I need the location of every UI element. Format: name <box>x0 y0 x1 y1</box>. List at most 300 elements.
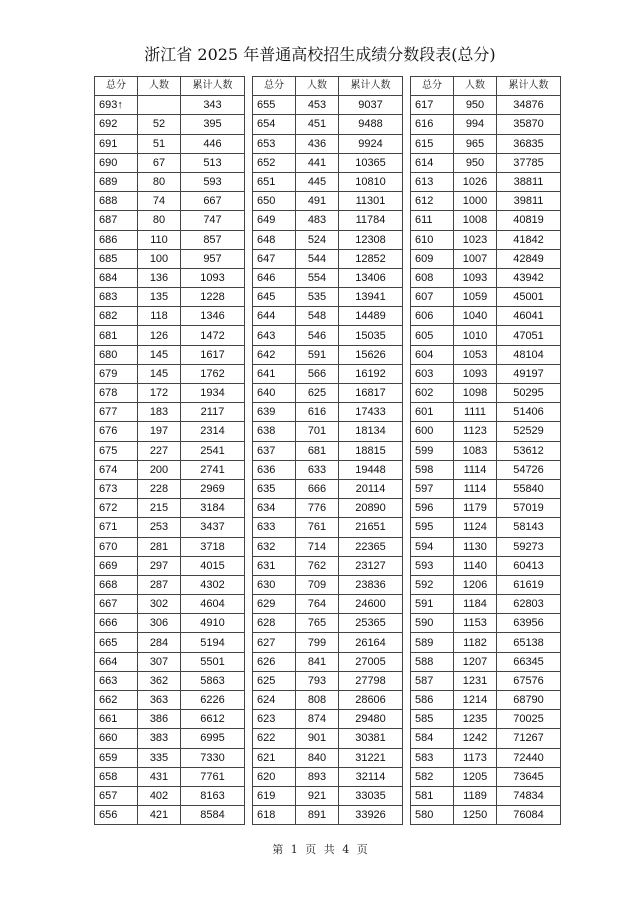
count-cell: 1053 <box>454 345 497 364</box>
count-cell: 436 <box>296 134 339 153</box>
score-cell: 595 <box>411 518 454 537</box>
cumulative-cell: 63956 <box>497 614 561 633</box>
score-cell: 618 <box>253 806 296 825</box>
table-row <box>253 460 403 479</box>
score-cell: 682 <box>95 307 138 326</box>
score-cell: 611 <box>411 211 454 230</box>
cumulative-cell: 1346 <box>181 307 245 326</box>
cumulative-cell: 27005 <box>339 652 403 671</box>
header-score: 总分 <box>411 77 454 96</box>
table-row <box>253 307 403 326</box>
table-row <box>95 364 245 383</box>
count-cell: 1083 <box>454 441 497 460</box>
table-row <box>95 729 245 748</box>
table-row <box>253 518 403 537</box>
cumulative-cell: 395 <box>181 115 245 134</box>
table-row <box>253 326 403 345</box>
score-cell: 602 <box>411 384 454 403</box>
cumulative-cell: 71267 <box>497 729 561 748</box>
score-cell: 667 <box>95 595 138 614</box>
table-row <box>411 652 561 671</box>
score-cell: 640 <box>253 384 296 403</box>
cumulative-cell: 3184 <box>181 499 245 518</box>
count-cell: 1008 <box>454 211 497 230</box>
table-row <box>95 806 245 825</box>
count-cell: 950 <box>454 96 497 115</box>
footer-ye-2: 页 <box>356 843 368 856</box>
footer-ye: 页 <box>305 843 317 856</box>
score-cell: 663 <box>95 671 138 690</box>
cumulative-cell: 16817 <box>339 384 403 403</box>
count-cell: 126 <box>138 326 181 345</box>
table-row <box>95 767 245 786</box>
count-cell: 287 <box>138 575 181 594</box>
cumulative-cell: 61619 <box>497 575 561 594</box>
cumulative-cell: 16192 <box>339 364 403 383</box>
cumulative-cell: 74834 <box>497 786 561 805</box>
table-row <box>95 652 245 671</box>
table-row <box>95 172 245 191</box>
table-row <box>411 211 561 230</box>
score-cell: 596 <box>411 499 454 518</box>
score-cell: 616 <box>411 115 454 134</box>
score-cell: 680 <box>95 345 138 364</box>
count-cell: 200 <box>138 460 181 479</box>
table-row <box>253 652 403 671</box>
count-cell: 227 <box>138 441 181 460</box>
score-cell: 628 <box>253 614 296 633</box>
cumulative-cell: 70025 <box>497 710 561 729</box>
cumulative-cell: 48104 <box>497 345 561 364</box>
count-cell: 421 <box>138 806 181 825</box>
table-row <box>95 575 245 594</box>
score-cell: 643 <box>253 326 296 345</box>
cumulative-cell: 513 <box>181 153 245 172</box>
count-cell: 1173 <box>454 748 497 767</box>
count-cell: 1010 <box>454 326 497 345</box>
cumulative-cell: 446 <box>181 134 245 153</box>
cumulative-cell: 17433 <box>339 403 403 422</box>
score-cell: 670 <box>95 537 138 556</box>
table-row <box>253 575 403 594</box>
score-cell: 685 <box>95 249 138 268</box>
count-cell: 1040 <box>454 307 497 326</box>
table-row <box>253 710 403 729</box>
score-cell: 648 <box>253 230 296 249</box>
score-table-column-1 <box>94 76 245 825</box>
count-cell: 451 <box>296 115 339 134</box>
cumulative-cell: 54726 <box>497 460 561 479</box>
count-cell: 1189 <box>454 786 497 805</box>
score-cell: 585 <box>411 710 454 729</box>
table-header-row <box>411 77 561 96</box>
table-row <box>253 384 403 403</box>
score-cell: 622 <box>253 729 296 748</box>
score-cell: 594 <box>411 537 454 556</box>
table-row <box>95 153 245 172</box>
table-row <box>411 786 561 805</box>
count-cell: 874 <box>296 710 339 729</box>
cumulative-cell: 1617 <box>181 345 245 364</box>
table-row <box>253 115 403 134</box>
cumulative-cell: 60413 <box>497 556 561 575</box>
cumulative-cell: 5501 <box>181 652 245 671</box>
cumulative-cell: 13941 <box>339 288 403 307</box>
score-cell: 658 <box>95 767 138 786</box>
table-row <box>411 710 561 729</box>
count-cell: 1130 <box>454 537 497 556</box>
count-cell: 666 <box>296 479 339 498</box>
score-cell: 587 <box>411 671 454 690</box>
count-cell: 893 <box>296 767 339 786</box>
table-row <box>253 403 403 422</box>
count-cell: 145 <box>138 345 181 364</box>
table-row <box>95 230 245 249</box>
score-cell: 687 <box>95 211 138 230</box>
score-cell: 591 <box>411 595 454 614</box>
score-cell: 612 <box>411 192 454 211</box>
cumulative-cell: 857 <box>181 230 245 249</box>
cumulative-cell: 39811 <box>497 192 561 211</box>
table-row <box>411 115 561 134</box>
table-row <box>95 211 245 230</box>
cumulative-cell: 68790 <box>497 691 561 710</box>
table-row <box>253 96 403 115</box>
score-cell: 589 <box>411 633 454 652</box>
table-row <box>411 230 561 249</box>
cumulative-cell: 42849 <box>497 249 561 268</box>
score-cell: 603 <box>411 364 454 383</box>
table-row <box>253 441 403 460</box>
count-cell: 362 <box>138 671 181 690</box>
score-cell: 604 <box>411 345 454 364</box>
score-cell: 592 <box>411 575 454 594</box>
score-cell: 615 <box>411 134 454 153</box>
count-cell: 1214 <box>454 691 497 710</box>
cumulative-cell: 40819 <box>497 211 561 230</box>
cumulative-cell: 20890 <box>339 499 403 518</box>
score-cell: 632 <box>253 537 296 556</box>
cumulative-cell: 9037 <box>339 96 403 115</box>
table-row <box>253 422 403 441</box>
cumulative-cell: 53612 <box>497 441 561 460</box>
cumulative-cell: 65138 <box>497 633 561 652</box>
cumulative-cell: 67576 <box>497 671 561 690</box>
cumulative-cell: 38811 <box>497 172 561 191</box>
count-cell: 1123 <box>454 422 497 441</box>
table-row <box>253 671 403 690</box>
score-cell: 650 <box>253 192 296 211</box>
table-row <box>95 460 245 479</box>
score-cell: 657 <box>95 786 138 805</box>
cumulative-cell: 33035 <box>339 786 403 805</box>
count-cell: 215 <box>138 499 181 518</box>
count-cell: 453 <box>296 96 339 115</box>
header-count: 人数 <box>296 77 339 96</box>
table-row <box>411 614 561 633</box>
score-cell: 644 <box>253 307 296 326</box>
count-cell: 383 <box>138 729 181 748</box>
table-row <box>95 691 245 710</box>
score-cell: 656 <box>95 806 138 825</box>
count-cell: 566 <box>296 364 339 383</box>
count-cell: 228 <box>138 479 181 498</box>
count-cell: 1206 <box>454 575 497 594</box>
cumulative-cell: 50295 <box>497 384 561 403</box>
score-cell: 692 <box>95 115 138 134</box>
score-cell: 621 <box>253 748 296 767</box>
cumulative-cell: 2969 <box>181 479 245 498</box>
table-row <box>411 537 561 556</box>
table-row <box>95 384 245 403</box>
score-cell: 664 <box>95 652 138 671</box>
count-cell: 183 <box>138 403 181 422</box>
count-cell: 762 <box>296 556 339 575</box>
count-cell: 67 <box>138 153 181 172</box>
table-row <box>95 134 245 153</box>
table-row <box>253 192 403 211</box>
score-cell: 645 <box>253 288 296 307</box>
table-row <box>253 806 403 825</box>
count-cell: 709 <box>296 575 339 594</box>
count-cell: 1140 <box>454 556 497 575</box>
table-row <box>253 345 403 364</box>
count-cell: 52 <box>138 115 181 134</box>
table-row <box>411 671 561 690</box>
score-cell: 610 <box>411 230 454 249</box>
cumulative-cell: 18815 <box>339 441 403 460</box>
count-cell: 100 <box>138 249 181 268</box>
cumulative-cell: 12308 <box>339 230 403 249</box>
table-row <box>95 595 245 614</box>
table-row <box>253 786 403 805</box>
table-row <box>95 249 245 268</box>
score-cell: 581 <box>411 786 454 805</box>
table-row <box>253 556 403 575</box>
cumulative-cell: 957 <box>181 249 245 268</box>
table-row <box>253 729 403 748</box>
cumulative-cell: 15035 <box>339 326 403 345</box>
count-cell: 135 <box>138 288 181 307</box>
count-cell: 761 <box>296 518 339 537</box>
count-cell: 1000 <box>454 192 497 211</box>
count-cell: 1023 <box>454 230 497 249</box>
header-count: 人数 <box>138 77 181 96</box>
score-cell: 613 <box>411 172 454 191</box>
count-cell: 808 <box>296 691 339 710</box>
table-row <box>253 499 403 518</box>
footer-page-number: 1 <box>290 843 298 856</box>
score-cell: 683 <box>95 288 138 307</box>
cumulative-cell: 7761 <box>181 767 245 786</box>
table-row <box>411 748 561 767</box>
count-cell: 253 <box>138 518 181 537</box>
count-cell: 172 <box>138 384 181 403</box>
score-cell: 586 <box>411 691 454 710</box>
table-row <box>95 633 245 652</box>
table-row <box>253 211 403 230</box>
count-cell: 891 <box>296 806 339 825</box>
header-cumulative: 累计人数 <box>339 77 403 96</box>
count-cell: 335 <box>138 748 181 767</box>
score-cell: 668 <box>95 575 138 594</box>
table-row <box>95 479 245 498</box>
table-row <box>95 288 245 307</box>
score-cell: 598 <box>411 460 454 479</box>
score-cell: 607 <box>411 288 454 307</box>
score-cell: 601 <box>411 403 454 422</box>
table-row <box>411 249 561 268</box>
score-cell: 678 <box>95 384 138 403</box>
cumulative-cell: 10810 <box>339 172 403 191</box>
table-row <box>411 192 561 211</box>
table-row <box>411 307 561 326</box>
cumulative-cell: 26164 <box>339 633 403 652</box>
count-cell: 197 <box>138 422 181 441</box>
count-cell: 776 <box>296 499 339 518</box>
table-row <box>411 556 561 575</box>
count-cell: 1242 <box>454 729 497 748</box>
count-cell: 1124 <box>454 518 497 537</box>
header-cumulative: 累计人数 <box>497 77 561 96</box>
count-cell: 363 <box>138 691 181 710</box>
score-cell: 660 <box>95 729 138 748</box>
cumulative-cell: 55840 <box>497 479 561 498</box>
count-cell: 1179 <box>454 499 497 518</box>
table-row <box>95 499 245 518</box>
table-row <box>253 268 403 287</box>
score-cell: 606 <box>411 307 454 326</box>
table-row <box>95 403 245 422</box>
table-row <box>95 441 245 460</box>
cumulative-cell: 1093 <box>181 268 245 287</box>
score-cell: 633 <box>253 518 296 537</box>
score-cell: 584 <box>411 729 454 748</box>
table-row <box>95 518 245 537</box>
cumulative-cell: 21651 <box>339 518 403 537</box>
score-cell: 653 <box>253 134 296 153</box>
count-cell: 445 <box>296 172 339 191</box>
table-row <box>411 288 561 307</box>
table-row <box>253 230 403 249</box>
score-cell: 655 <box>253 96 296 115</box>
cumulative-cell: 4302 <box>181 575 245 594</box>
table-row <box>95 556 245 575</box>
table-row <box>411 595 561 614</box>
cumulative-cell: 19448 <box>339 460 403 479</box>
table-row <box>411 691 561 710</box>
table-row <box>95 710 245 729</box>
footer-total-pages: 4 <box>342 843 350 856</box>
table-row <box>411 153 561 172</box>
table-row <box>411 518 561 537</box>
cumulative-cell: 32114 <box>339 767 403 786</box>
table-row <box>95 671 245 690</box>
count-cell: 901 <box>296 729 339 748</box>
cumulative-cell: 28606 <box>339 691 403 710</box>
count-cell: 524 <box>296 230 339 249</box>
cumulative-cell: 57019 <box>497 499 561 518</box>
cumulative-cell: 10365 <box>339 153 403 172</box>
footer-di: 第 <box>272 843 284 856</box>
count-cell: 681 <box>296 441 339 460</box>
cumulative-cell: 23836 <box>339 575 403 594</box>
score-cell: 635 <box>253 479 296 498</box>
count-cell: 799 <box>296 633 339 652</box>
score-cell: 626 <box>253 652 296 671</box>
cumulative-cell: 49197 <box>497 364 561 383</box>
cumulative-cell: 6612 <box>181 710 245 729</box>
cumulative-cell: 45001 <box>497 288 561 307</box>
cumulative-cell: 22365 <box>339 537 403 556</box>
cumulative-cell: 37785 <box>497 153 561 172</box>
count-cell: 1093 <box>454 364 497 383</box>
table-header-row <box>95 77 245 96</box>
score-cell: 639 <box>253 403 296 422</box>
score-cell: 688 <box>95 192 138 211</box>
score-cell: 599 <box>411 441 454 460</box>
count-cell: 110 <box>138 230 181 249</box>
cumulative-cell: 23127 <box>339 556 403 575</box>
cumulative-cell: 35870 <box>497 115 561 134</box>
score-cell: 691 <box>95 134 138 153</box>
header-score: 总分 <box>253 77 296 96</box>
table-row <box>253 748 403 767</box>
score-cell: 634 <box>253 499 296 518</box>
score-cell: 672 <box>95 499 138 518</box>
table-row <box>253 633 403 652</box>
table-row <box>411 479 561 498</box>
cumulative-cell: 4910 <box>181 614 245 633</box>
cumulative-cell: 52529 <box>497 422 561 441</box>
cumulative-cell: 18134 <box>339 422 403 441</box>
score-cell: 620 <box>253 767 296 786</box>
score-cell: 624 <box>253 691 296 710</box>
count-cell: 402 <box>138 786 181 805</box>
count-cell: 633 <box>296 460 339 479</box>
count-cell: 80 <box>138 211 181 230</box>
table-row <box>253 595 403 614</box>
score-cell: 631 <box>253 556 296 575</box>
cumulative-cell: 6226 <box>181 691 245 710</box>
cumulative-cell: 13406 <box>339 268 403 287</box>
score-cell: 681 <box>95 326 138 345</box>
table-row <box>253 767 403 786</box>
score-cell: 619 <box>253 786 296 805</box>
count-cell: 491 <box>296 192 339 211</box>
cumulative-cell: 20114 <box>339 479 403 498</box>
cumulative-cell: 7330 <box>181 748 245 767</box>
count-cell: 441 <box>296 153 339 172</box>
table-row <box>253 691 403 710</box>
count-cell: 546 <box>296 326 339 345</box>
table-row <box>411 729 561 748</box>
score-cell: 583 <box>411 748 454 767</box>
score-cell: 641 <box>253 364 296 383</box>
cumulative-cell: 667 <box>181 192 245 211</box>
score-cell: 614 <box>411 153 454 172</box>
count-cell: 548 <box>296 307 339 326</box>
table-row <box>411 134 561 153</box>
cumulative-cell: 27798 <box>339 671 403 690</box>
score-cell: 677 <box>95 403 138 422</box>
cumulative-cell: 3718 <box>181 537 245 556</box>
count-cell: 483 <box>296 211 339 230</box>
count-cell: 1098 <box>454 384 497 403</box>
cumulative-cell: 1762 <box>181 364 245 383</box>
cumulative-cell: 5863 <box>181 671 245 690</box>
count-cell: 307 <box>138 652 181 671</box>
